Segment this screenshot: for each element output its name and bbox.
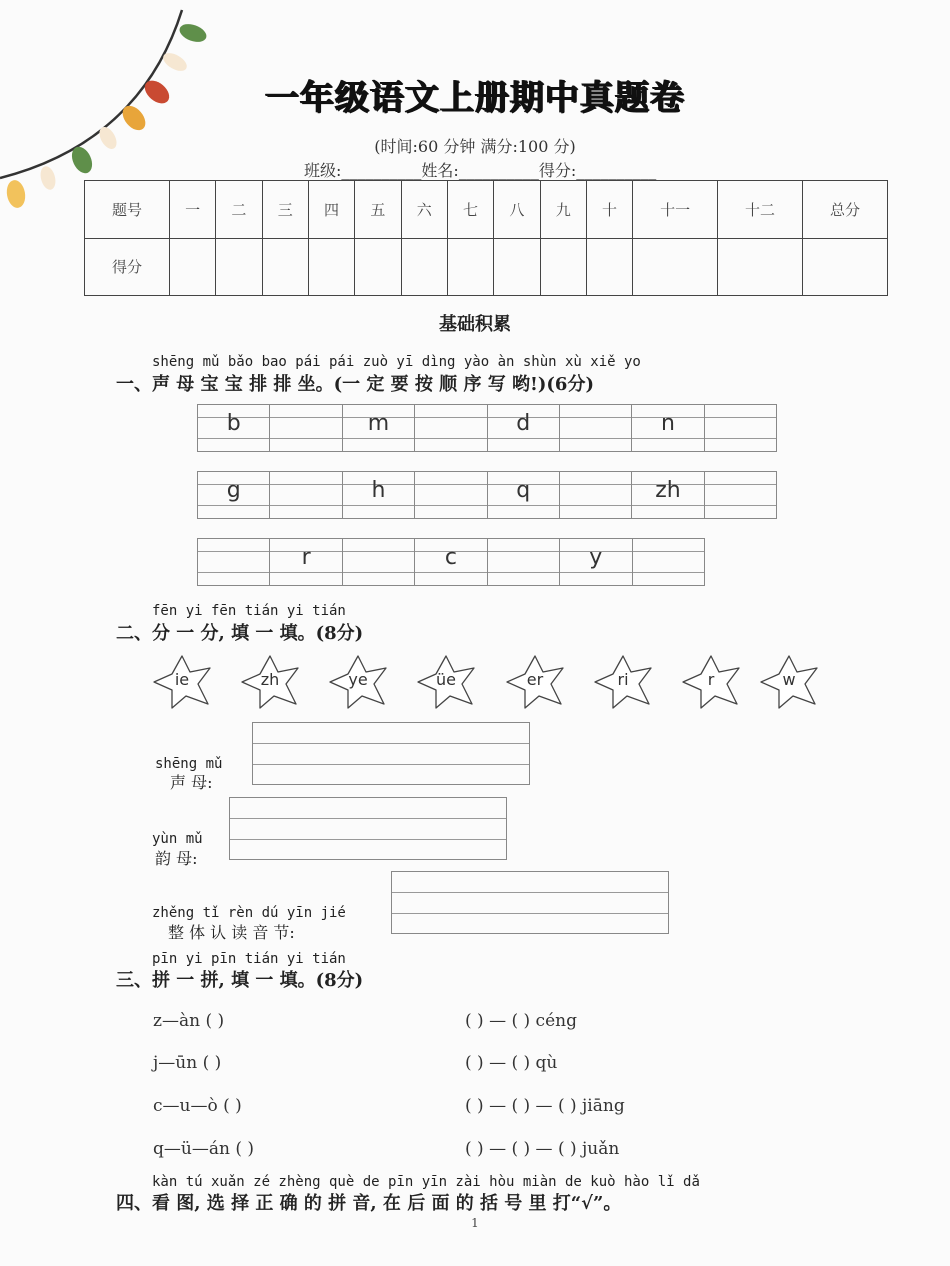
star-card[interactable] (238, 652, 302, 710)
writing-cell[interactable] (488, 405, 560, 451)
score-header-cell: 十 (586, 181, 632, 239)
score-header-cell: 一 (169, 181, 215, 239)
q3-right-item-4[interactable]: ( ) — ( ) — ( ) juǎn (465, 1139, 620, 1159)
writing-cell[interactable] (343, 405, 415, 451)
letter: g (226, 478, 241, 503)
writing-cell[interactable] (560, 405, 632, 451)
score-row-label: 得分 (85, 238, 170, 296)
score-header-cell: 总分 (803, 181, 888, 239)
score-table-score-row (85, 238, 888, 296)
star-label: ie (174, 670, 190, 689)
q1-heading (116, 370, 594, 396)
letter: h (371, 478, 386, 503)
letter: d (516, 411, 531, 436)
yunmu-pinyin: yùn mǔ (152, 831, 203, 847)
star-card[interactable] (679, 652, 743, 710)
score-header-cell: 八 (494, 181, 540, 239)
star-card[interactable] (757, 652, 821, 710)
score-header-cell: 二 (216, 181, 262, 239)
score-header-cell: 三 (262, 181, 308, 239)
writing-cell[interactable] (632, 405, 704, 451)
writing-cell[interactable] (633, 539, 704, 585)
score-header-cell: 七 (447, 181, 493, 239)
q3-left-item-3[interactable]: c—u—ò ( ) (153, 1096, 242, 1116)
q1-grid-row-1 (197, 404, 777, 452)
letter: q (516, 478, 531, 503)
writing-cell[interactable] (198, 539, 270, 585)
score-cell[interactable] (262, 238, 308, 296)
q1-pinyin: shēng mǔ bǎo bao pái pái zuò yī dìng yào àn shùn xù xiě yo (152, 354, 641, 370)
letter: r (301, 545, 311, 570)
score-cell[interactable] (803, 238, 888, 296)
q3-heading (116, 966, 363, 992)
score-cell[interactable] (216, 238, 262, 296)
star-label: r (707, 670, 715, 689)
star-card[interactable] (150, 652, 214, 710)
score-cell[interactable] (633, 238, 718, 296)
letter: m (367, 411, 390, 436)
q1-text: 声 母 宝 宝 排 排 坐。(一 定 要 按 顺 序 写 哟!)(6分) (152, 374, 594, 395)
q3-text: 拼 一 拼, 填 一 填。(8分) (152, 970, 364, 991)
score-header-cell: 题号 (85, 181, 170, 239)
letter: b (226, 411, 241, 436)
q2-pinyin: fēn yi fēn tián yi tián (152, 603, 346, 619)
score-cell[interactable] (718, 238, 803, 296)
score-cell[interactable] (540, 238, 586, 296)
score-header-cell: 四 (308, 181, 354, 239)
yunmu-label: 韵 母: (155, 849, 198, 868)
q1-grid-row-2 (197, 471, 777, 519)
q2-number: 二、 (116, 623, 152, 644)
star-card[interactable] (326, 652, 390, 710)
shengmu-pinyin: shēng mǔ (155, 756, 223, 772)
writing-cell[interactable] (488, 472, 560, 518)
q3-number: 三、 (116, 970, 152, 991)
letter: c (444, 545, 458, 570)
q3-left-item-1[interactable]: z—àn ( ) (153, 1011, 225, 1031)
score-header-cell: 五 (355, 181, 401, 239)
writing-cell[interactable] (343, 472, 415, 518)
score-cell[interactable] (308, 238, 354, 296)
score-cell[interactable] (169, 238, 215, 296)
writing-cell[interactable] (488, 539, 560, 585)
score-cell[interactable] (401, 238, 447, 296)
star-label: zh (260, 670, 280, 689)
zhengti-label: 整 体 认 读 音 节: (168, 923, 295, 942)
star-label: ye (348, 670, 368, 689)
writing-cell[interactable] (560, 472, 632, 518)
q2-text: 分 一 分, 填 一 填。(8分) (152, 623, 364, 644)
q4-heading (116, 1189, 621, 1215)
star-label: w (782, 670, 796, 689)
shengmu-label: 声 母: (170, 773, 213, 792)
writing-cell[interactable] (632, 472, 704, 518)
star-card[interactable] (503, 652, 567, 710)
score-header-cell: 六 (401, 181, 447, 239)
exam-info: (时间:60 分钟 满分:100 分) (374, 137, 576, 156)
score-header-cell: 九 (540, 181, 586, 239)
name-label: 姓名: (421, 161, 459, 180)
page-title: 一年级语文上册期中真题卷 (265, 78, 685, 118)
star-label: er (526, 670, 544, 689)
writing-cell[interactable] (270, 539, 342, 585)
writing-cell[interactable] (560, 539, 632, 585)
writing-cell[interactable] (415, 405, 487, 451)
writing-cell[interactable] (415, 539, 487, 585)
q3-right-item-3[interactable]: ( ) — ( ) — ( ) jiāng (465, 1096, 625, 1116)
letter: n (660, 411, 675, 436)
class-label: 班级: (304, 161, 342, 180)
score-cell[interactable] (447, 238, 493, 296)
q1-grid-row-3 (197, 538, 705, 586)
writing-cell[interactable] (705, 472, 776, 518)
score-cell[interactable] (355, 238, 401, 296)
class-blank[interactable]: __________ (341, 161, 422, 180)
writing-cell[interactable] (270, 472, 342, 518)
score-label: 得分: (538, 161, 577, 180)
q2-heading (116, 619, 363, 645)
zhengti-answer-lines[interactable] (391, 871, 669, 934)
q4-text: 看 图, 选 择 正 确 的 拼 音, 在 后 面 的 括 号 里 打“√”。 (152, 1193, 622, 1214)
writing-cell[interactable] (198, 405, 270, 451)
q4-pinyin: kàn tú xuǎn zé zhèng què de pīn yīn zài hòu miàn de kuò hào lǐ dǎ (152, 1174, 700, 1190)
score-table (84, 180, 888, 296)
score-table-header-row (85, 181, 888, 239)
writing-cell[interactable] (705, 405, 776, 451)
star-label: üe (436, 670, 456, 689)
star-label: ri (617, 670, 629, 689)
writing-cell[interactable] (198, 472, 270, 518)
section-title: 基础积累 (439, 314, 511, 335)
student-info (304, 158, 656, 181)
score-cell[interactable] (586, 238, 632, 296)
name-blank[interactable]: __________ (458, 161, 539, 180)
q3-right-item-2[interactable]: ( ) — ( ) qù (465, 1053, 558, 1073)
star-card[interactable] (414, 652, 478, 710)
q4-number: 四、 (116, 1193, 152, 1214)
yunmu-answer-lines[interactable] (229, 797, 507, 860)
page-number: 1 (471, 1216, 479, 1230)
letter: y (589, 545, 603, 570)
score-header-cell: 十一 (633, 181, 718, 239)
writing-cell[interactable] (343, 539, 415, 585)
q3-right-item-1[interactable]: ( ) — ( ) céng (465, 1011, 577, 1031)
star-card[interactable] (591, 652, 655, 710)
score-blank[interactable]: __________ (576, 161, 657, 180)
q1-number: 一、 (116, 374, 152, 395)
zhengti-pinyin: zhěng tǐ rèn dú yīn jié (152, 905, 346, 921)
q3-left-item-2[interactable]: j—ūn ( ) (153, 1053, 222, 1073)
writing-cell[interactable] (270, 405, 342, 451)
score-header-cell: 十二 (718, 181, 803, 239)
shengmu-answer-lines[interactable] (252, 722, 530, 785)
writing-cell[interactable] (415, 472, 487, 518)
q3-pinyin: pīn yi pīn tián yi tián (152, 951, 346, 967)
letter: zh (655, 478, 681, 503)
q3-left-item-4[interactable]: q—ü—án ( ) (153, 1139, 254, 1159)
score-cell[interactable] (494, 238, 540, 296)
